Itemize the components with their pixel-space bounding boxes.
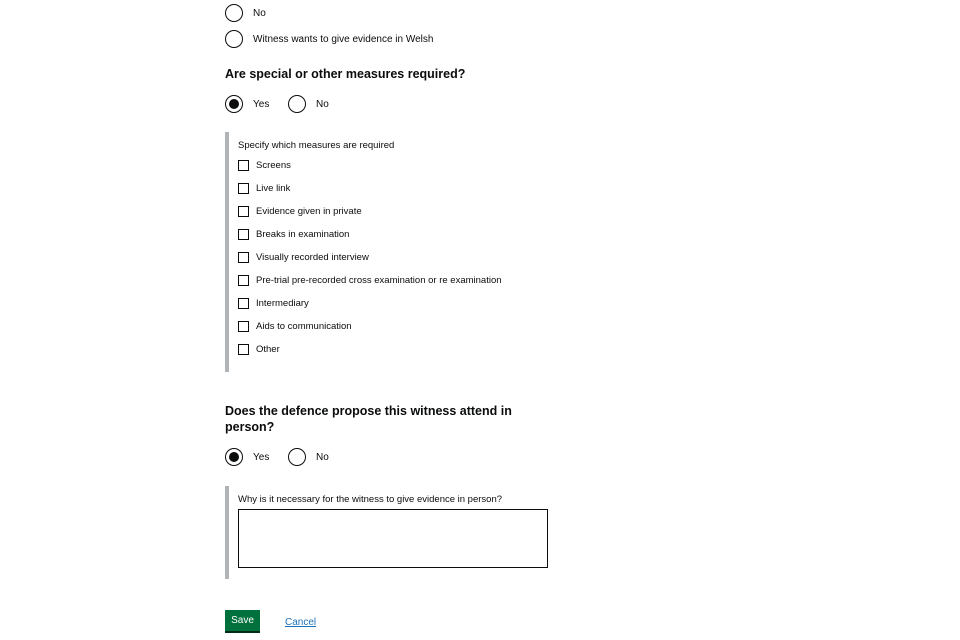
measure-label: Screens [256,160,291,171]
measure-checkbox[interactable] [238,321,249,332]
special-measures-no-label: No [316,98,329,110]
measure-label: Intermediary [256,298,309,309]
measure-option[interactable] [238,338,545,361]
measure-option[interactable] [238,246,545,269]
attend-no-radio[interactable] [288,448,306,466]
measure-checkbox[interactable] [238,252,249,263]
attend-yes-label: Yes [253,451,270,463]
attend-yes-radio[interactable] [225,448,243,466]
cancel-link[interactable]: Cancel [285,617,317,628]
measure-checkbox[interactable] [238,183,249,194]
save-button[interactable]: Save [225,610,260,631]
measures-conditional-panel [225,132,545,372]
attend-question-line2: person? [225,420,275,434]
attend-question-line1: Does the defence propose this witness attend in [225,404,512,418]
special-measures-yes-radio[interactable] [225,95,243,113]
special-measures-yes[interactable] [225,95,269,113]
welsh-evidence-label: Witness wants to give evidence in Welsh [253,33,434,45]
measure-option[interactable] [238,200,545,223]
measures-checkbox-list [238,154,545,361]
attend-yes[interactable] [225,448,269,466]
measures-conditional-label: Specify which measures are required [238,140,395,151]
measure-checkbox[interactable] [238,206,249,217]
attend-conditional-label: Why is it necessary for the witness to give evidence in person? [238,494,503,505]
measure-label: Live link [256,183,291,194]
measure-label: Pre-trial pre-recorded cross examination or re examination [256,275,502,286]
measure-label: Aids to communication [256,321,352,332]
measure-option[interactable] [238,292,545,315]
measure-checkbox[interactable] [238,160,249,171]
special-measures-yes-label: Yes [253,98,270,110]
measure-checkbox[interactable] [238,298,249,309]
measure-option[interactable] [238,223,545,246]
attend-no-label: No [316,451,329,463]
attend-reason-textarea[interactable] [238,509,548,568]
measure-option[interactable] [238,315,545,338]
measure-option[interactable] [238,154,545,177]
welsh-evidence-radio[interactable] [225,30,243,48]
measure-option[interactable] [238,269,545,292]
attend-no[interactable] [288,448,329,466]
measure-label: Evidence given in private [256,206,362,217]
special-measures-no-radio[interactable] [288,95,306,113]
attend-in-person-question [225,403,512,435]
measure-option[interactable] [238,177,545,200]
measure-label: Visually recorded interview [256,252,369,263]
measure-checkbox[interactable] [238,275,249,286]
welsh-option-no[interactable] [225,4,266,22]
welsh-option-welsh[interactable] [225,30,433,48]
special-measures-question: Are special or other measures required? [225,67,466,81]
special-measures-no[interactable] [288,95,329,113]
measure-label: Other [256,344,280,355]
measure-label: Breaks in examination [256,229,350,240]
welsh-no-radio[interactable] [225,4,243,22]
measure-checkbox[interactable] [238,229,249,240]
welsh-no-label: No [253,7,266,19]
measure-checkbox[interactable] [238,344,249,355]
